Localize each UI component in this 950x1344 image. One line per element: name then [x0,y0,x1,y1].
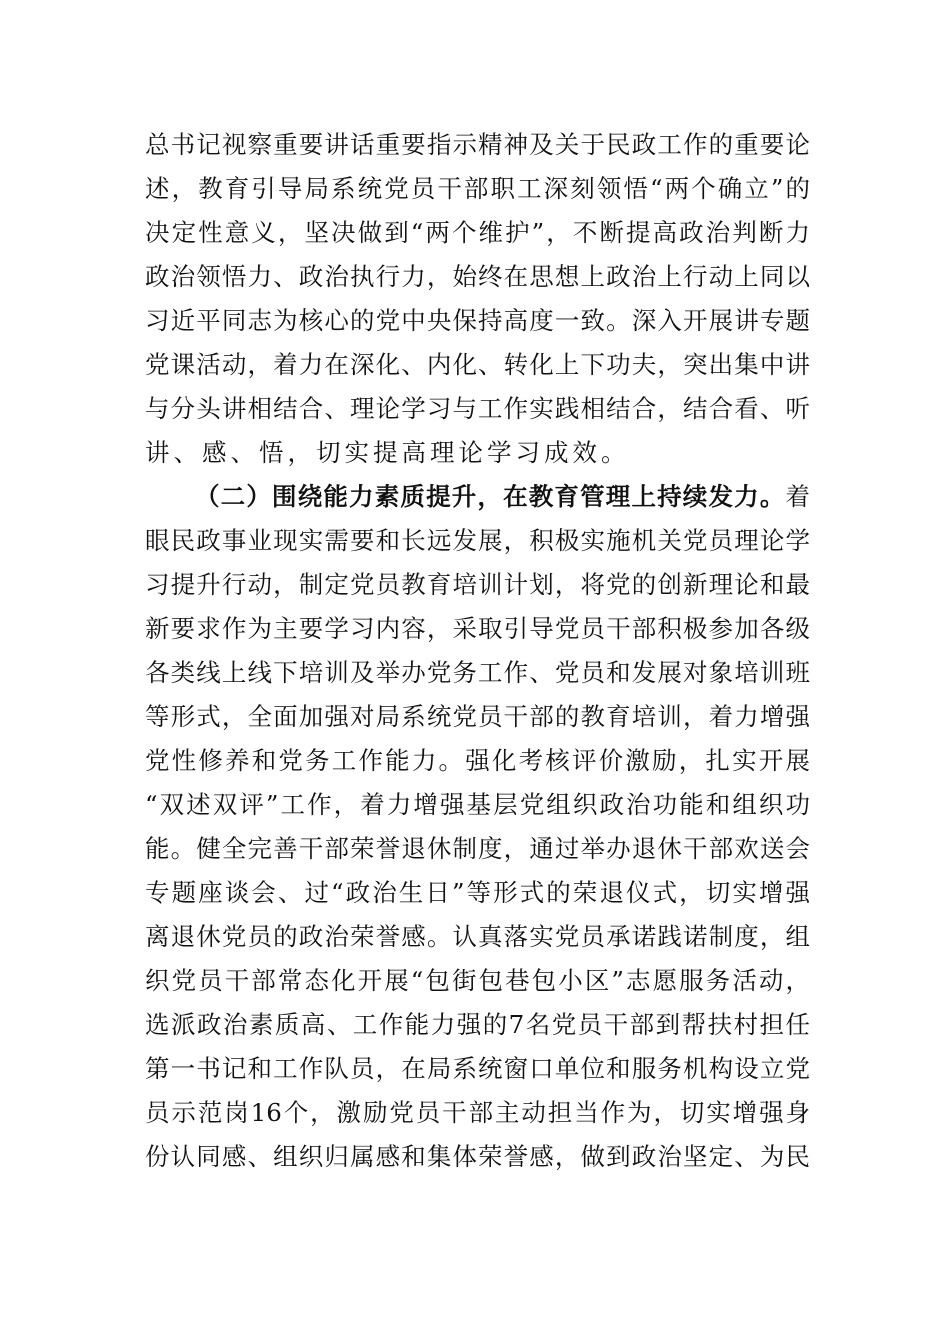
text-line: 等形式，全面加强对局系统党员干部的教育培训，着力增强 [145,702,810,731]
text-line: 述，教育引导局系统党员干部职工深刻领悟“两个确立”的 [145,174,810,203]
text-line: 员示范岗16个，激励党员干部主动担当作为，切实增强身 [145,1098,810,1127]
text-line: 专题座谈会、过“政治生日”等形式的荣退仪式，切实增强 [145,878,810,907]
text-line: 份认同感、组织归属感和集体荣誉感，做到政治坚定、为民 [145,1142,810,1171]
text-line: 习提升行动，制定党员教育培训计划，将党的创新理论和最 [145,570,810,599]
text-line: 能。健全完善干部荣誉退休制度，通过举办退休干部欢送会 [145,834,810,863]
text-line: 党性修养和党务工作能力。强化考核评价激励，扎实开展 [145,746,810,775]
text-line: 与分头讲相结合、理论学习与工作实践相结合，结合看、听 [145,394,810,423]
section-heading-line [195,474,810,520]
text-line: 政治领悟力、政治执行力，始终在思想上政治上行动上同以 [145,262,810,291]
text-line: 新要求作为主要学习内容，采取引导党员干部积极参加各级 [145,614,810,643]
text-line: 离退休党员的政治荣誉感。认真落实党员承诺践诺制度，组 [145,922,810,951]
text-line: 各类线上线下培训及举办党务工作、党员和发展对象培训班 [145,658,810,687]
section-lead-text: 着 [785,482,810,511]
text-line: 眼民政事业现实需要和长远发展，积极实施机关党员理论学 [145,526,810,555]
text-line: 第一书记和工作队员，在局系统窗口单位和服务机构设立党 [145,1054,810,1083]
text-line: 习近平同志为核心的党中央保持高度一致。深入开展讲专题 [145,306,810,335]
text-line: 讲、感、悟，切实提高理论学习成效。 [145,438,630,467]
text-line: “双述双评”工作，着力增强基层党组织政治功能和组织功 [145,790,810,819]
text-line: 总书记视察重要讲话重要指示精神及关于民政工作的重要论 [145,130,810,159]
text-line: 党课活动，着力在深化、内化、转化上下功夫，突出集中讲 [145,350,810,379]
text-line: 决定性意义，坚决做到“两个维护”，不断提高政治判断力 [145,218,810,247]
text-line: 选派政治素质高、工作能力强的7名党员干部到帮扶村担任 [145,1010,810,1039]
section-heading: （二）围绕能力素质提升，在教育管理上持续发力。 [195,482,786,511]
text-line: 织党员干部常态化开展“包街包巷包小区”志愿服务活动， [145,966,810,995]
